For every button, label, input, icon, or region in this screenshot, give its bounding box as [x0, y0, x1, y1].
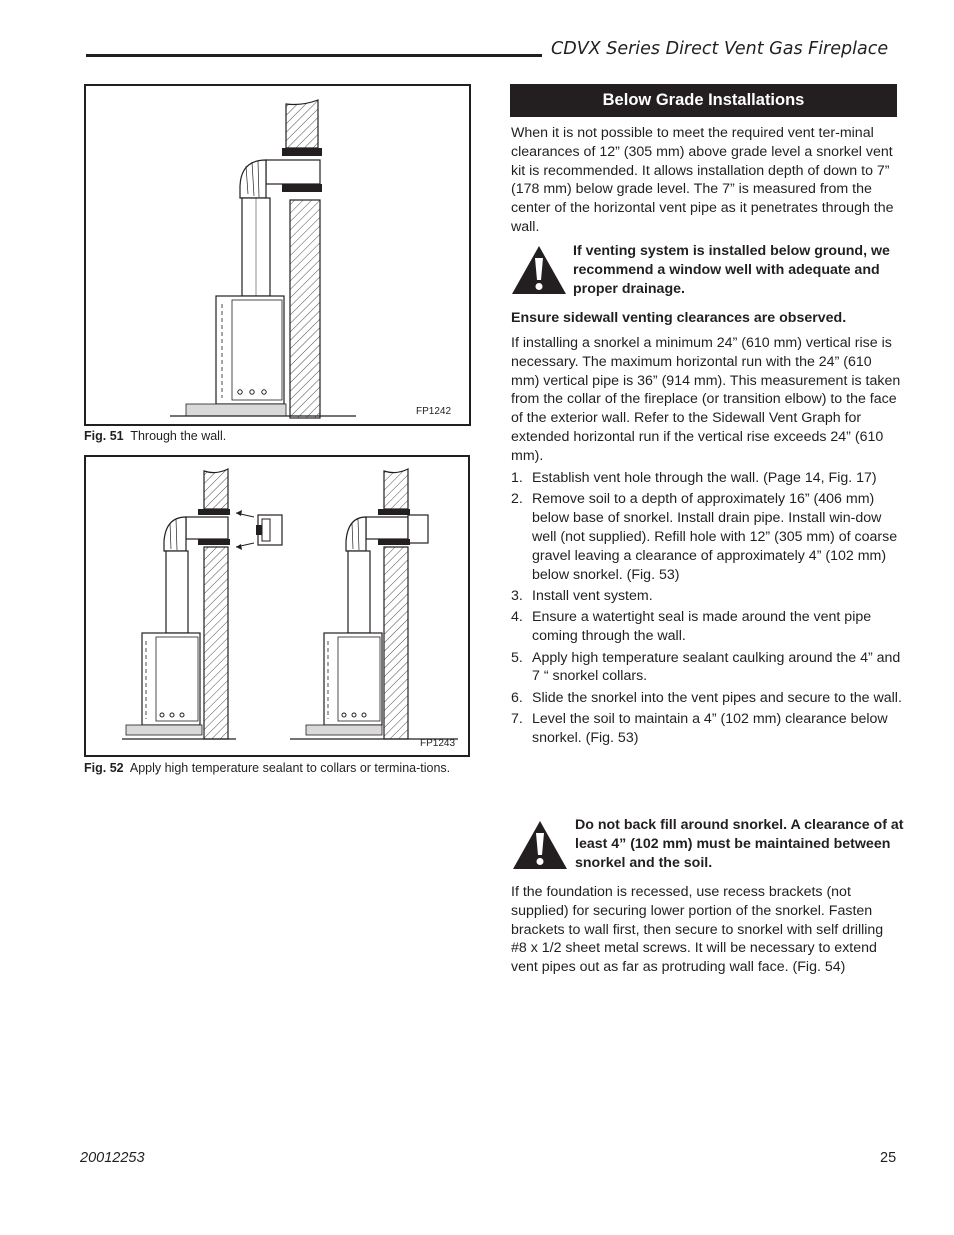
recess-paragraph: If the foundation is recessed, use recess brackets (not supplied) for securing lower portion of the snorkel. Fasten brackets to wall first, then secure to snorkel with self drilling #8 x 1/2 sheet metal screws. It will be necessary to extend vent pipes out as far as protruding wall face. (Fig. 54): [511, 884, 884, 976]
figure-51-caption-label: Fig. 51: [84, 429, 124, 443]
step-item: [511, 710, 903, 748]
step-item: [511, 608, 903, 646]
warning-icon: [510, 244, 568, 296]
step-item: [511, 469, 903, 488]
step-number: 5.: [511, 649, 523, 666]
warning-2-text: Do not back fill around snorkel. A clearance of at least 4” (102 mm) must be maintained between snorkel and the soil.: [575, 817, 904, 871]
warning-1-text: If venting system is installed below ground, we recommend a window well with adequate and proper drainage.: [573, 243, 890, 297]
step-number: 4.: [511, 609, 523, 626]
step-text: Apply high temperature sealant caulking around the 4” and 7 “ snorkel collars.: [532, 649, 901, 685]
page-header-title: CDVX Series Direct Vent Gas Fireplace: [551, 39, 889, 59]
header-rule: [86, 54, 542, 57]
snorkel-paragraph: If installing a snorkel a minimum 24” (610 mm) vertical rise is necessary. The maximum horizontal run with the 24” (610 mm) vertical pipe is 36” (914 mm). This measurement is taken from the collar of the fireplace (or transition elbow) to the face of the exterior wall. Refer to the Sidewall Vent Graph for extended horizontal run if the vertical rise exceeds 24” (610 mm).: [511, 335, 901, 464]
step-item: [511, 649, 903, 687]
figure-52: [84, 455, 470, 757]
page-number: 25: [880, 1150, 897, 1166]
intro-paragraph: When it is not possible to meet the required vent ter-minal clearances of 12” (305 mm) above grade level a snorkel vent kit is recommended. It allows installation depth of down to 7” (178 mm) below grade level. The 7” is measured from the center of the horizontal vent pipe as it penetrates through the wall.: [511, 125, 894, 235]
figure-51-drawing: [86, 86, 469, 424]
step-item: [511, 490, 903, 584]
step-text: Remove soil to a depth of approximately 16” (406 mm) below base of snorkel. Install drain pipe. Install win-dow well (not supplied). Refill hole with 12” (305 mm) of coarse gravel leaving a clearance of approximately 4” (102 mm) below snorkel. (Fig. 53): [532, 491, 898, 583]
step-number: 3.: [511, 587, 523, 604]
document-number: 20012253: [80, 1150, 145, 1166]
step-text: Ensure a watertight seal is made around the vent pipe coming through the wall.: [532, 609, 872, 645]
step-text: Level the soil to maintain a 4” (102 mm) clearance below snorkel. (Fig. 53): [532, 711, 888, 746]
step-item: [511, 587, 903, 606]
figure-51-code: FP1242: [416, 406, 452, 417]
figure-52-caption-text: Apply high temperature sealant to collars or termina-tions.: [129, 761, 451, 775]
figure-51: [84, 84, 471, 426]
step-item: [511, 689, 903, 708]
warning-icon: [511, 819, 569, 871]
figure-51-caption: [84, 428, 471, 444]
figure-52-drawing: [86, 457, 468, 755]
step-number: 2.: [511, 491, 523, 508]
installation-steps: [511, 469, 903, 750]
step-text: Establish vent hole through the wall. (Page 14, Fig. 17): [532, 470, 877, 486]
step-number: 1.: [511, 470, 523, 486]
step-number: 7.: [511, 711, 523, 728]
step-number: 6.: [511, 689, 523, 706]
figure-52-code: FP1243: [420, 738, 456, 749]
section-heading: Below Grade Installations: [510, 84, 897, 117]
figure-52-caption-label: Fig. 52: [84, 761, 124, 775]
figure-52-caption: [84, 760, 472, 776]
step-text: Install vent system.: [532, 587, 653, 604]
figure-51-caption-text: Through the wall.: [130, 429, 227, 443]
step-text: Slide the snorkel into the vent pipes and secure to the wall.: [532, 689, 902, 706]
clearance-note: Ensure sidewall venting clearances are observed.: [511, 310, 847, 326]
